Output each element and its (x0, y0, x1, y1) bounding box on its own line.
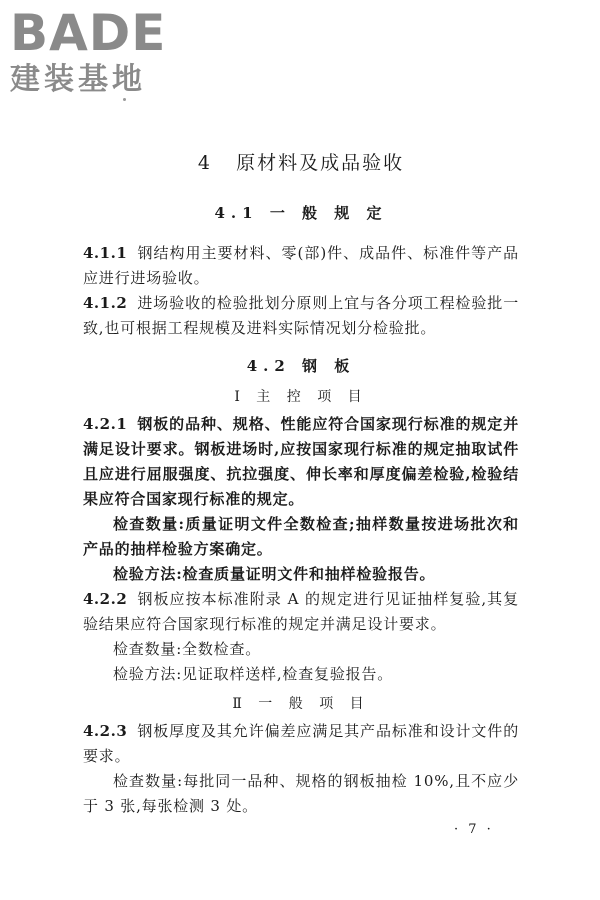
clause-4-2-2-method: 检验方法:见证取样送样,检查复验报告。 (113, 665, 394, 683)
clause-4-2-3-quantity: 检查数量:每批同一品种、规格的钢板抽检 10%,且不应少于 3 张,每张检测 3 处。 (83, 772, 519, 815)
logo-chinese-text: 建装基地 (10, 62, 146, 97)
clause-4-1-1 (83, 241, 519, 291)
clause-text: 钢板的品种、规格、性能应符合国家现行标准的规定并满足设计要求。钢板进场时,应按国家现行标准的规定抽取试件且应进行屈服强度、抗拉强度、伸长率和厚度偏差检验,检验结果应符合国家现行标准的规定。 (83, 415, 519, 508)
bade-logo (10, 4, 180, 108)
clause-4-2-2 (83, 587, 519, 637)
clause-text: 进场验收的检验批划分原则上宜与各分项工程检验批一致,也可根据工程规模及进料实际情况划分检验批。 (83, 294, 519, 337)
clause-number: 4.2.2 (83, 590, 128, 608)
clause-text: 钢板应按本标准附录 A 的规定进行见证抽样复验,其复验结果应符合国家现行标准的规定并满足设计要求。 (83, 590, 519, 633)
clause-number: 4.1.1 (83, 244, 128, 262)
clause-4-2-1-method: 检验方法:检查质量证明文件和抽样检验报告。 (113, 565, 436, 583)
chapter-name: 原材料及成品验收 (236, 152, 405, 174)
clause-number: 4.1.2 (83, 294, 128, 312)
page-number: · 7 · (454, 822, 494, 837)
general-items-title: Ⅱ 一 般 项 目 (232, 696, 370, 712)
section-4-2-title: 4.2 钢 板 (246, 357, 356, 375)
clause-text: 钢结构用主要材料、零(部)件、成品件、标准件等产品应进行进场验收。 (83, 244, 519, 287)
chapter-title (83, 148, 519, 182)
decorative-dot (123, 98, 126, 101)
logo-latin-text: BADE (10, 4, 167, 62)
clause-4-2-2-quantity: 检查数量:全数检查。 (113, 640, 262, 658)
clause-text: 钢板厚度及其允许偏差应满足其产品标准和设计文件的要求。 (83, 722, 519, 765)
clause-number: 4.2.1 (83, 415, 128, 433)
clause-4-1-2 (83, 291, 519, 341)
chapter-number: 4 (197, 152, 212, 174)
clause-4-2-1 (83, 412, 519, 512)
clause-4-2-1-quantity: 检查数量:质量证明文件全数检查;抽样数量按进场批次和产品的抽样检验方案确定。 (83, 515, 519, 558)
clause-4-2-3 (83, 719, 519, 769)
section-4-1-title: 4.1 一 般 规 定 (214, 204, 388, 222)
clause-number: 4.2.3 (83, 722, 128, 740)
main-control-items-title: Ⅰ 主 控 项 目 (234, 389, 368, 405)
document-body (83, 140, 519, 819)
